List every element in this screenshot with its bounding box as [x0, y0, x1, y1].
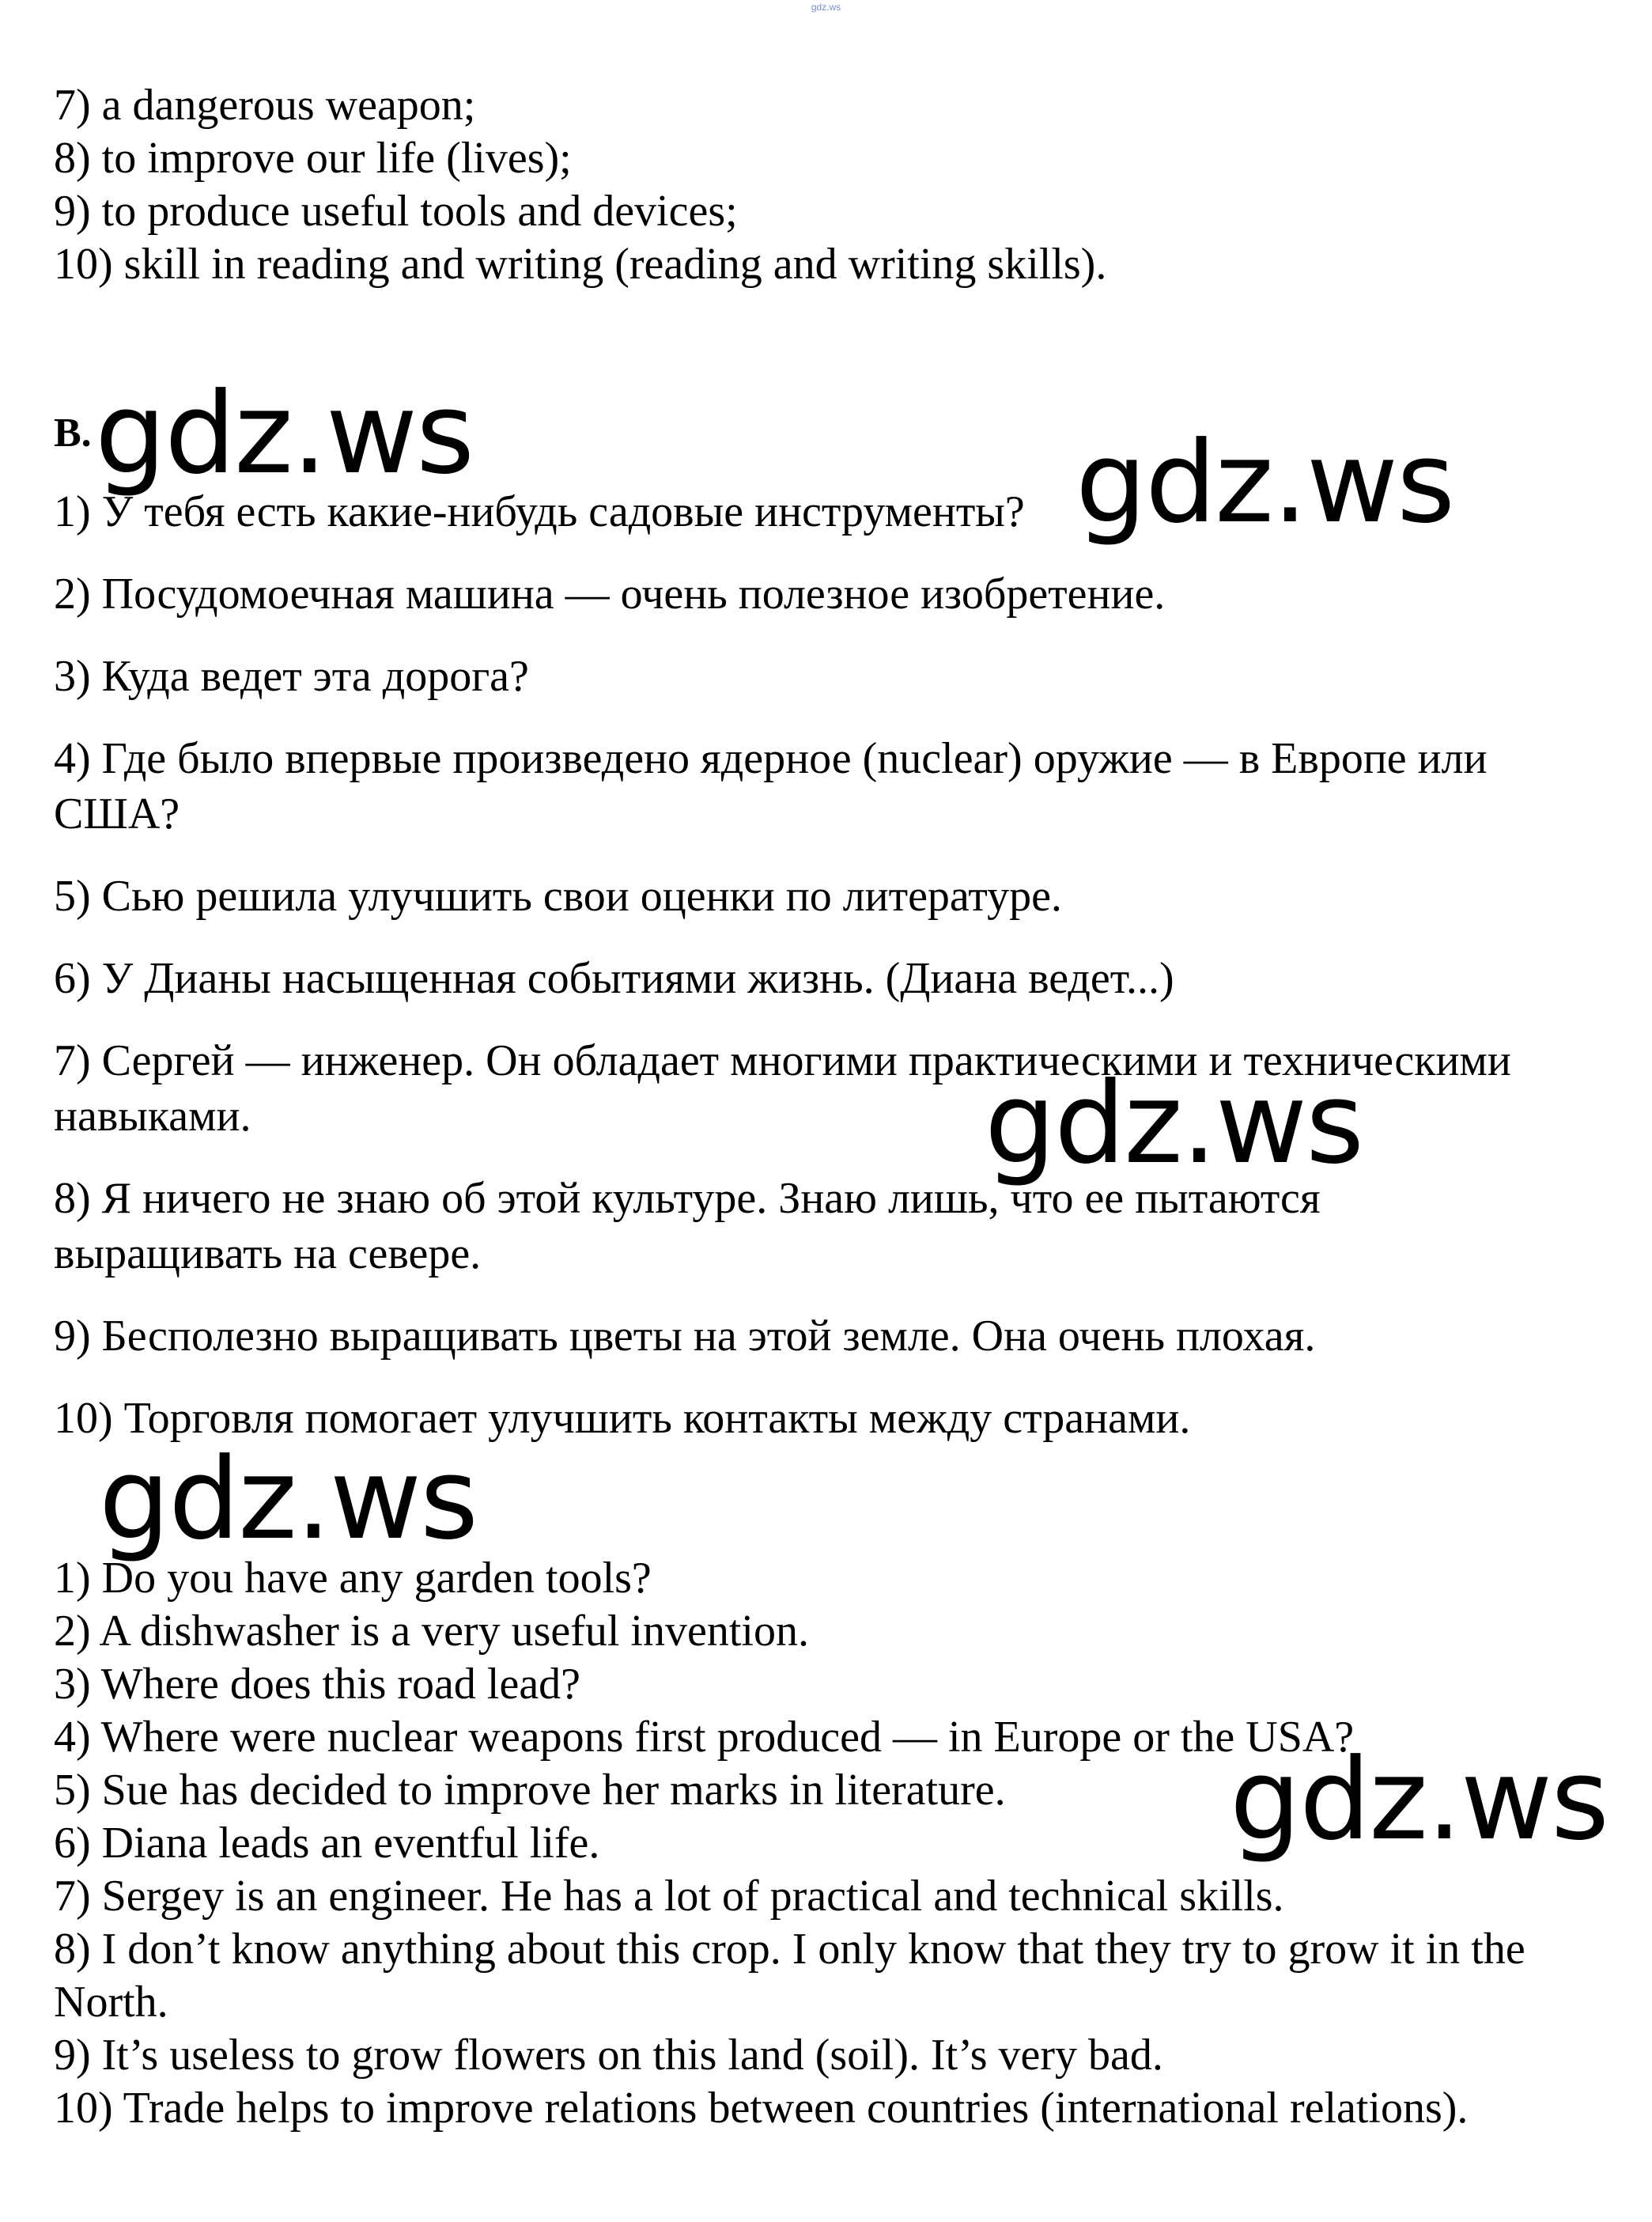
watermark: gdz.ws [99, 1434, 478, 1565]
watermark: gdz.ws [985, 1058, 1363, 1189]
list-item: 5) Сью решила улучшить свои оценки по литературе. [54, 872, 1062, 921]
list-item: 4) Where were nuclear weapons first produced — in Europe or the USA? [54, 1713, 1355, 1762]
list-item: 8) to improve our life (lives); [54, 134, 572, 183]
list-item: 2) Посудомоечная машина — очень полезное изобретение. [54, 570, 1166, 619]
watermark: gdz.ws [95, 369, 474, 499]
list-item: 10) Trade helps to improve relations between countries (international relations). [54, 2084, 1469, 2133]
list-item: 10) skill in reading and writing (reading and writing skills). [54, 240, 1107, 289]
list-item: 6) Diana leads an eventful life. [54, 1819, 600, 1868]
list-item: 7) a dangerous weapon; [54, 81, 476, 130]
list-item: 7) Sergey is an engineer. He has a lot of practical and technical skills. [54, 1872, 1284, 1921]
section-b-label: B. [54, 411, 92, 456]
list-item: 6) У Дианы насыщенная событиями жизнь. (Диана ведет...) [54, 954, 1174, 1003]
list-item: 2) A dishwasher is a very useful invention. [54, 1607, 809, 1656]
watermark: gdz.ws [1230, 1735, 1609, 1865]
list-item: 9) Бесполезно выращивать цветы на этой земле. Она очень плохая. [54, 1312, 1316, 1361]
list-item: 10) Торговля помогает улучшить контакты между странами. [54, 1394, 1191, 1443]
list-item: 1) У тебя есть какие-нибудь садовые инструменты? [54, 487, 1025, 536]
list-item: 8) Я ничего не знаю об этой культуре. Знаю лишь, что ее пытаются выращивать на севере. [54, 1174, 1321, 1278]
english-list-top [54, 79, 1106, 291]
list-item: 1) Do you have any garden tools? [54, 1554, 652, 1603]
list-item: 4) Где было впервые произведено ядерное (nuclear) оружие — в Европе или США? [54, 734, 1488, 838]
watermark: gdz.ws [1076, 418, 1454, 548]
list-item: 9) to produce useful tools and devices; [54, 187, 738, 236]
list-item: 7) Сергей — инженер. Он обладает многими практическими и техническими навыками. [54, 1036, 1511, 1141]
list-item: 5) Sue has decided to improve her marks in literature. [54, 1766, 1006, 1815]
list-item: 8) I don’t know anything about this crop. I only know that they try to grow it in the North. [54, 1925, 1525, 2027]
top-watermark: gdz.ws [811, 2, 841, 13]
list-item: 3) Where does this road lead? [54, 1660, 581, 1709]
list-item: 9) It’s useless to grow flowers on this land (soil). It’s very bad. [54, 2031, 1163, 2080]
list-item: 3) Куда ведет эта дорога? [54, 652, 529, 701]
russian-list [54, 484, 1604, 1446]
